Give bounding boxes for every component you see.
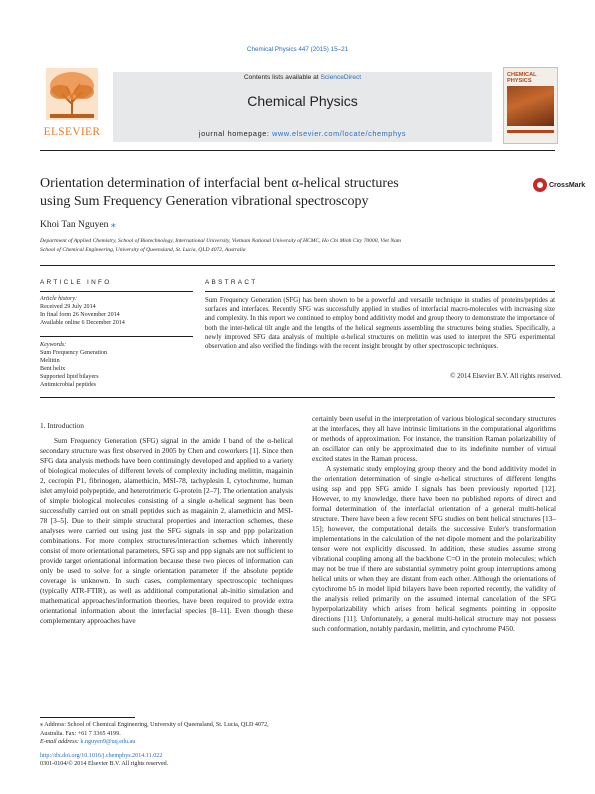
keywords bbox=[40, 341, 195, 389]
issn-line: 0301-0104/© 2014 Elsevier B.V. All rights reserved. bbox=[40, 761, 169, 768]
footnote-mark: ⁎ bbox=[40, 722, 44, 728]
keyword-item: Melittin bbox=[40, 358, 60, 364]
article-title bbox=[40, 175, 510, 210]
abstract-bottom-rule bbox=[40, 397, 555, 398]
article-info-heading: ARTICLE INFO bbox=[40, 279, 112, 286]
body-column-right bbox=[312, 414, 556, 634]
history-received: Received 29 July 2014 bbox=[40, 304, 96, 310]
keyword-item: Sum Frequency Generation bbox=[40, 350, 108, 356]
contents-line bbox=[113, 74, 492, 81]
crossmark-label[interactable]: CrossMark bbox=[549, 182, 586, 189]
body-paragraph: certainly been useful in the interpretation of various biological secondary structures at the interfaces, they all have intrinsic limitations in the computational algorithms or methods of approximation. For instance, the transition Raman polarizability of an oscillator can only be approximated due to its indefinite number of virtual excited states in the Raman process. bbox=[312, 414, 556, 463]
author-name bbox=[40, 219, 116, 230]
homepage-prefix: journal homepage: bbox=[198, 129, 273, 138]
keyword-item: Antimicrobial peptides bbox=[40, 382, 97, 388]
journal-name: Chemical Physics bbox=[247, 93, 358, 109]
header-rule bbox=[40, 150, 555, 151]
history-label: Article history: bbox=[40, 296, 78, 302]
affiliation-2: School of Chemical Engineering, University of Queensland, St. Lucia, QLD 4072, Australia bbox=[40, 247, 246, 253]
article-info-rule bbox=[40, 291, 193, 292]
doi-block bbox=[40, 752, 340, 769]
title-line-2: using Sum Frequency Generation vibrational spectroscopy bbox=[40, 193, 369, 209]
keyword-item: Supported lipid bilayers bbox=[40, 374, 99, 380]
history-online: Available online 6 December 2014 bbox=[40, 320, 125, 326]
email-link[interactable]: k.nguyen9@uq.edu.au bbox=[80, 739, 136, 746]
sciencedirect-link[interactable]: ScienceDirect bbox=[320, 74, 362, 81]
crossmark-inner bbox=[537, 182, 543, 188]
footnote-address: Address: School of Chemical Engineering, University of Queensland, St. Lucia, QLD 4072, Australia. Fax: +61 7 3365 4199. bbox=[40, 722, 269, 737]
abstract-copyright: © 2014 Elsevier B.V. All rights reserved. bbox=[450, 373, 562, 380]
contents-prefix: Contents lists available at bbox=[243, 74, 321, 81]
article-history bbox=[40, 295, 195, 327]
abstract-heading: ABSTRACT bbox=[205, 279, 258, 286]
doi-link[interactable]: http://dx.doi.org/10.1016/j.chemphys.2014.11.022 bbox=[40, 753, 163, 759]
footnote-email-line bbox=[40, 738, 293, 747]
title-rule bbox=[40, 265, 555, 266]
abstract-text: Sum Frequency Generation (SFG) has been shown to be a powerful and versatile technique in studies of proteins/peptides at surfaces and interfaces. Recently SFG was successfully applied in studies of interfacial macro-molecules with increasing size and complexity. In this report we continued to employ bond additivity model and group theory to demonstrate the importance of both the inter-helical tilt angle and the lengths of the helical segments assembling the structures being studies. Specifically, a newly improved SFG data analysis of multiple α-helical structures on melittin was used to interpret the SFG experimental observation and also verified the findings with the recent insight brought by other spectroscopic techniques. bbox=[205, 297, 555, 351]
affiliation-1: Department of Applied Chemistry, School of Biotechnology, International University, Vietnam National University of HCMC, Ho Chi Minh City 70000, Viet Nam bbox=[40, 238, 401, 244]
journal-cover bbox=[503, 67, 558, 144]
cover-title: CHEMICAL PHYSICS bbox=[507, 72, 537, 84]
title-line-1: Orientation determination of interfacial bent α-helical structures bbox=[40, 176, 399, 191]
keywords-rule bbox=[40, 336, 193, 337]
author: Khoi Tan Nguyen bbox=[40, 219, 109, 230]
journal-reference[interactable]: Chemical Physics 447 (2015) 15–21 bbox=[246, 46, 349, 53]
cover-image bbox=[507, 86, 554, 126]
keywords-label: Keywords: bbox=[40, 342, 67, 348]
body-paragraph: Sum Frequency Generation (SFG) signal in the amide I band of the α-helical secondary structure was first observed in 2005 by Chen and coworkers [1]. Since then SFG data analysis methods have been continuingly developed and applied to a variety of biological molecules of different levels of complexity including melittin, magainin 2, cecropin P1, fibrinogen, alamethicin, MSI-78, tachyplesin I, cytochrome, human islet amyloid polypeptide, and heterotrimeric G-protein [2–7]. The orientation analysis of simple biological molecules consisting of a single α-helical segment has been successfully carried out on small peptides such as magainin 2, alamethicin and MSI-78 [3–5]. Due to their simple structural properties and interaction schemes, these analyses were carried out using just the SFG signals in ssp and ppp polarization combinations. For more complex structures/interaction schemes which inherently consist of more orientational parameters, SFG ssp and ppp signals are not sufficient to provide target orientational information because these two pieces of information can only be used to solve for a single orientation parameter if the absolute peptide coverage is unknown. In such cases, complementary spectroscopic techniques (typically ATR-FTIR), as well as additional computational ab-initio simulation and mathematical approaches/information theories, have been required to provide extra orientational information about the interfacial species [8–11]. Even though these complementary approaches have bbox=[40, 436, 293, 625]
cover-bar bbox=[507, 130, 554, 133]
body-paragraph: A systematic study employing group theory and the bond additivity model in the orientation determination of single α-helical structures of different lengths using ssp and ppp SFG amide I signals has been previously reported [12]. However, to my knowledge, there have been no published reports of direct and formal determination of the interfacial orientation of a general multi-helical structure. There have been a few recent SFG studies on bent helical structures [13–15]; however, the computational details the successive Euler's transformation implementations in the calculation of the net dipole moment and the polarizability tensor were not explicitly discussed. In addition, these studies assume strong vibrational coupling among all the backbone C=O in the protein molecules; which may not be true if there are substantial symmetry point group interruptions among helical units or when they are distant from each other. Although the orientations of cytochrome b5 in model lipid bilayers have been reported recently, the validity of the analysis relied primarily on the assumed internal cancelation of the SFG hyperpolarizability which arises from helical segments pointing in opposite directions [11]. Unfortunately, a general multi-helical structure may not possess such conformation, notably pardaxin, melittin, and cytochrome P450. bbox=[312, 464, 556, 633]
section-heading-introduction: 1. Introduction bbox=[40, 421, 84, 430]
footnote bbox=[40, 721, 293, 747]
abstract-rule bbox=[205, 291, 555, 292]
publisher-name: ELSEVIER bbox=[43, 126, 101, 138]
author-footnote-mark[interactable]: ⁎ bbox=[110, 219, 116, 230]
keyword-item: Bent helix bbox=[40, 366, 66, 372]
homepage-link[interactable]: www.elsevier.com/locate/chemphys bbox=[272, 129, 407, 138]
email-label: E-mail address: bbox=[40, 739, 79, 746]
body-column-left bbox=[40, 436, 293, 626]
footnote-address-line bbox=[40, 721, 293, 738]
journal-homepage bbox=[113, 129, 492, 138]
footnote-rule bbox=[40, 717, 135, 718]
history-final: In final form 26 November 2014 bbox=[40, 312, 120, 318]
